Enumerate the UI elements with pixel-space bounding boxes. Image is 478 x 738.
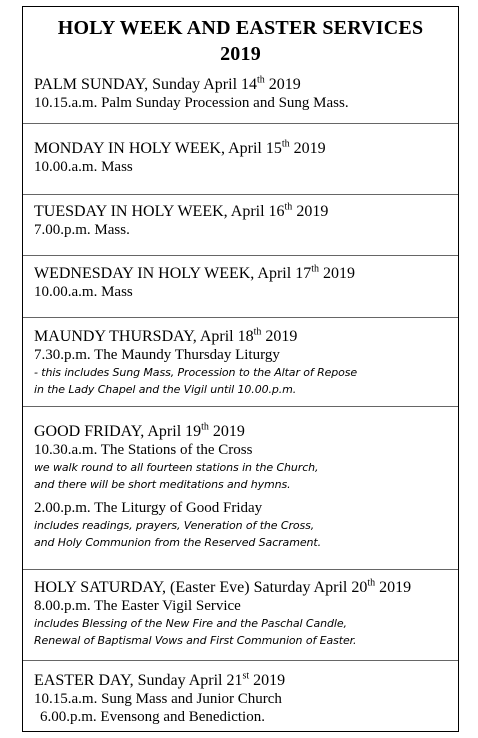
service-line: 10.15.a.m. Palm Sunday Procession and Sung Mass. xyxy=(34,95,349,111)
divider xyxy=(23,569,458,570)
notice-title xyxy=(23,15,458,67)
divider xyxy=(23,406,458,407)
divider xyxy=(23,317,458,318)
service-line: 10.30.a.m. The Stations of the Cross xyxy=(34,442,253,458)
section-wednesday xyxy=(23,264,458,301)
section-maundy-thursday xyxy=(23,327,458,398)
title-year: 2019 xyxy=(220,43,261,65)
section-heading: HOLY SATURDAY, (Easter Eve) Saturday April 20th 2019 xyxy=(34,577,412,596)
service-note: and there will be short meditations and hymns. xyxy=(34,478,291,491)
service-note: - this includes Sung Mass, Procession to the Altar of Repose xyxy=(34,366,358,379)
section-easter-day xyxy=(23,671,458,726)
section-heading: TUESDAY IN HOLY WEEK, April 16th 2019 xyxy=(34,201,329,220)
service-line: 6.00.p.m. Evensong and Benediction. xyxy=(40,709,265,725)
section-good-friday xyxy=(23,422,458,551)
divider xyxy=(23,660,458,661)
divider xyxy=(23,255,458,256)
section-heading: MAUNDY THURSDAY, April 18th 2019 xyxy=(34,326,298,345)
service-note: includes Blessing of the New Fire and the Paschal Candle, xyxy=(34,617,347,630)
service-line: 8.00.p.m. The Easter Vigil Service xyxy=(34,598,241,614)
service-line: 7.00.p.m. Mass. xyxy=(34,222,130,238)
section-holy-saturday xyxy=(23,578,458,649)
service-note: includes readings, prayers, Veneration of the Cross, xyxy=(34,519,315,532)
service-line: 10.00.a.m. Mass xyxy=(34,284,133,300)
service-note: Renewal of Baptismal Vows and First Communion of Easter. xyxy=(34,634,357,647)
service-line: 10.15.a.m. Sung Mass and Junior Church xyxy=(34,691,282,707)
section-heading: MONDAY IN HOLY WEEK, April 15th 2019 xyxy=(34,138,326,157)
section-heading: EASTER DAY, Sunday April 21st 2019 xyxy=(34,670,286,689)
section-heading: PALM SUNDAY, Sunday April 14th 2019 xyxy=(34,74,301,93)
section-heading: WEDNESDAY IN HOLY WEEK, April 17th 2019 xyxy=(34,263,355,282)
service-note: in the Lady Chapel and the Vigil until 10.00.p.m. xyxy=(34,383,297,396)
service-note: we walk round to all fourteen stations in the Church, xyxy=(34,461,319,474)
section-palm-sunday xyxy=(23,75,458,112)
section-tuesday xyxy=(23,202,458,239)
service-line: 7.30.p.m. The Maundy Thursday Liturgy xyxy=(34,347,280,363)
services-notice xyxy=(22,6,459,732)
service-line: 10.00.a.m. Mass xyxy=(34,159,133,175)
service-note: and Holy Communion from the Reserved Sacrament. xyxy=(34,536,321,549)
section-monday xyxy=(23,139,458,176)
divider xyxy=(23,123,458,124)
section-heading: GOOD FRIDAY, April 19th 2019 xyxy=(34,421,245,440)
title-text: HOLY WEEK AND EASTER SERVICES xyxy=(57,17,424,39)
service-line: 2.00.p.m. The Liturgy of Good Friday xyxy=(34,500,263,516)
divider xyxy=(23,194,458,195)
